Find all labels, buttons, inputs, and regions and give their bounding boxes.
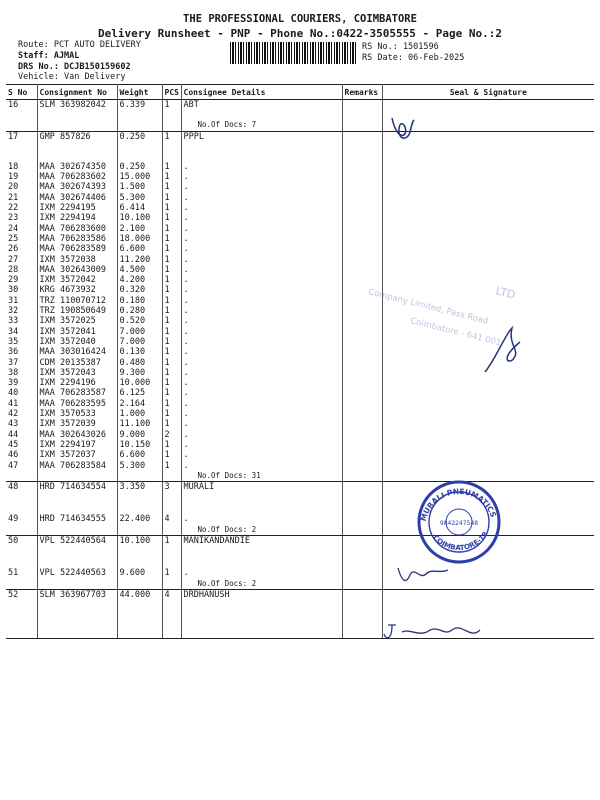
consignee-cell: . <box>181 378 342 388</box>
weight-cell: 5.300 <box>117 193 162 203</box>
consignee-cell: . <box>181 430 342 440</box>
consignment-cell: IXM 2294197 <box>37 440 117 450</box>
consignee-cell: . <box>181 347 342 357</box>
weight-cell: 2.164 <box>117 399 162 409</box>
consignment-cell: GMP 857826 <box>37 131 117 142</box>
consignment-cell: MAA 302674406 <box>37 193 117 203</box>
consignee-cell: . <box>181 285 342 295</box>
consignment-cell: MAA 706283600 <box>37 224 117 234</box>
consignment-cell: MAA 302674393 <box>37 182 117 192</box>
consignment-cell: IXM 2294195 <box>37 203 117 213</box>
col-weight: Weight <box>117 85 162 100</box>
sno-cell: 41 <box>6 399 37 409</box>
consignee-cell: MANIKANDANDIE <box>181 535 342 546</box>
sno-cell: 49 <box>6 514 37 524</box>
consignment-cell: CDM 20135387 <box>37 358 117 368</box>
col-signature: Seal & Signature <box>382 85 594 100</box>
pcs-cell: 2 <box>162 430 181 440</box>
consignee-cell: . <box>181 193 342 203</box>
signature-row50-icon <box>398 568 448 580</box>
sno-cell: 17 <box>6 131 37 142</box>
consignee-cell: . <box>181 419 342 429</box>
consignee-cell: . <box>181 203 342 213</box>
pcs-cell: 1 <box>162 568 181 578</box>
consignee-cell: . <box>181 440 342 450</box>
pcs-cell: 1 <box>162 296 181 306</box>
pcs-cell: 1 <box>162 316 181 326</box>
consignment-cell: SLM 363967703 <box>37 589 117 600</box>
weight-cell: 15.000 <box>117 172 162 182</box>
consignment-cell: MAA 706283587 <box>37 388 117 398</box>
consignee-cell: . <box>181 514 342 524</box>
pcs-cell: 1 <box>162 275 181 285</box>
consignment-cell: MAA 302643009 <box>37 265 117 275</box>
weight-cell: 7.000 <box>117 327 162 337</box>
sno-cell: 40 <box>6 388 37 398</box>
sno-cell: 25 <box>6 234 37 244</box>
sno-cell: 33 <box>6 316 37 326</box>
weight-cell: 6.600 <box>117 244 162 254</box>
route-text: Route: PCT AUTO DELIVERY <box>18 40 141 50</box>
consignment-cell: IXM 2294194 <box>37 213 117 223</box>
staff-text: Staff: AJMAL <box>18 51 80 61</box>
sno-cell: 42 <box>6 409 37 419</box>
consignment-cell: IXM 3572025 <box>37 316 117 326</box>
sno-cell: 46 <box>6 450 37 460</box>
sno-cell: 30 <box>6 285 37 295</box>
pcs-cell: 1 <box>162 399 181 409</box>
pcs-cell: 1 <box>162 347 181 357</box>
sno-cell: 24 <box>6 224 37 234</box>
pcs-cell: 1 <box>162 461 181 471</box>
consignment-cell: MAA 302674350 <box>37 162 117 172</box>
consignee-cell: . <box>181 568 342 578</box>
consignee-cell: . <box>181 234 342 244</box>
consignee-cell: . <box>181 450 342 460</box>
sno-cell: 22 <box>6 203 37 213</box>
weight-cell: 10.100 <box>117 535 162 546</box>
sno-cell: 23 <box>6 213 37 223</box>
weight-cell: 1.500 <box>117 182 162 192</box>
pcs-cell: 1 <box>162 255 181 265</box>
seal-text-phone: 9842247548 <box>439 520 479 527</box>
consignment-cell: IXM 3572042 <box>37 275 117 285</box>
weight-cell: 44.000 <box>117 589 162 600</box>
sno-cell: 52 <box>6 589 37 600</box>
weight-cell: 4.200 <box>117 275 162 285</box>
weight-cell: 0.130 <box>117 347 162 357</box>
sno-cell: 18 <box>6 162 37 172</box>
sno-cell: 51 <box>6 568 37 578</box>
pcs-cell: 1 <box>162 234 181 244</box>
pcs-cell: 1 <box>162 327 181 337</box>
consignment-cell: VPL 522440563 <box>37 568 117 578</box>
weight-cell: 7.000 <box>117 337 162 347</box>
weight-cell: 18.000 <box>117 234 162 244</box>
signature-row52-icon <box>384 625 480 638</box>
col-consignment: Consignment No <box>37 85 117 100</box>
weight-cell: 9.300 <box>117 368 162 378</box>
consignee-cell: . <box>181 316 342 326</box>
company-title: THE PROFESSIONAL COURIERS, COIMBATORE <box>183 13 417 25</box>
weight-cell: 2.100 <box>117 224 162 234</box>
col-pcs: PCS <box>162 85 181 100</box>
pcs-cell: 1 <box>162 203 181 213</box>
weight-cell: 0.520 <box>117 316 162 326</box>
consignee-cell: MURALI <box>181 482 342 493</box>
sno-cell: 26 <box>6 244 37 254</box>
consignee-cell: PPPL <box>181 131 342 142</box>
sno-cell: 29 <box>6 275 37 285</box>
pcs-cell: 1 <box>162 388 181 398</box>
pcs-cell: 1 <box>162 378 181 388</box>
consignee-cell: . <box>181 461 342 471</box>
sno-cell: 39 <box>6 378 37 388</box>
sno-cell: 34 <box>6 327 37 337</box>
consignee-cell: DRDHANUSH <box>181 589 342 600</box>
col-remarks: Remarks <box>342 85 382 100</box>
consignment-cell: MAA 706283602 <box>37 172 117 182</box>
pcs-cell: 1 <box>162 368 181 378</box>
weight-cell: 6.414 <box>117 203 162 213</box>
pcs-cell: 3 <box>162 482 181 493</box>
docs-count: No.Of Docs: 7 <box>181 120 342 131</box>
consignee-cell: . <box>181 244 342 254</box>
sno-cell: 28 <box>6 265 37 275</box>
weight-cell: 11.200 <box>117 255 162 265</box>
weight-cell: 10.150 <box>117 440 162 450</box>
consignee-cell: ABT <box>181 100 342 111</box>
consignment-cell: MAA 706283586 <box>37 234 117 244</box>
pcs-cell: 1 <box>162 162 181 172</box>
weight-cell: 0.250 <box>117 131 162 142</box>
consignment-cell: TRZ 190850649 <box>37 306 117 316</box>
consignment-cell: HRD 714634555 <box>37 514 117 524</box>
pcs-cell: 1 <box>162 224 181 234</box>
consignment-cell: MAA 706283595 <box>37 399 117 409</box>
consignee-cell: . <box>181 162 342 172</box>
pcs-cell: 1 <box>162 193 181 203</box>
pcs-cell: 1 <box>162 419 181 429</box>
pcs-cell: 1 <box>162 337 181 347</box>
sno-cell: 32 <box>6 306 37 316</box>
weight-cell: 0.480 <box>117 358 162 368</box>
pcs-cell: 4 <box>162 589 181 600</box>
consignment-cell: IXM 3572037 <box>37 450 117 460</box>
pcs-cell: 1 <box>162 182 181 192</box>
pcs-cell: 4 <box>162 514 181 524</box>
sno-cell: 31 <box>6 296 37 306</box>
sno-cell: 21 <box>6 193 37 203</box>
seal-text-top: MURALI PNEUMATICS <box>418 486 499 523</box>
consignment-cell: MAA 706283589 <box>37 244 117 254</box>
sno-cell: 20 <box>6 182 37 192</box>
sno-cell: 47 <box>6 461 37 471</box>
pcs-cell: 1 <box>162 535 181 546</box>
sno-cell: 35 <box>6 337 37 347</box>
pcs-cell: 1 <box>162 172 181 182</box>
consignment-cell: IXM 3572039 <box>37 419 117 429</box>
consignee-cell: . <box>181 255 342 265</box>
consignment-cell: IXM 2294196 <box>37 378 117 388</box>
consignment-cell: IXM 3572038 <box>37 255 117 265</box>
rs-no-text: RS No.: 1501596 <box>362 42 439 52</box>
weight-cell: 6.339 <box>117 100 162 111</box>
consignee-cell: . <box>181 213 342 223</box>
sno-cell: 38 <box>6 368 37 378</box>
weight-cell: 3.350 <box>117 482 162 493</box>
docs-count: No.Of Docs: 31 <box>181 471 342 482</box>
pcs-cell: 1 <box>162 213 181 223</box>
pcs-cell: 1 <box>162 409 181 419</box>
pcs-cell: 1 <box>162 244 181 254</box>
consignment-cell: IXM 3572043 <box>37 368 117 378</box>
sno-cell: 27 <box>6 255 37 265</box>
consignment-cell: KRG 4673932 <box>37 285 117 295</box>
stamp-text-1: Company Limited, Pass Road <box>367 287 490 327</box>
pcs-cell: 1 <box>162 265 181 275</box>
pcs-cell: 1 <box>162 285 181 295</box>
sno-cell: 44 <box>6 430 37 440</box>
col-sno: S No <box>6 85 37 100</box>
consignee-cell: . <box>181 327 342 337</box>
consignee-cell: . <box>181 409 342 419</box>
weight-cell: 22.400 <box>117 514 162 524</box>
stamp-text-ltd: LTD <box>494 284 517 302</box>
weight-cell: 10.100 <box>117 213 162 223</box>
weight-cell: 10.000 <box>117 378 162 388</box>
weight-cell: 6.125 <box>117 388 162 398</box>
weight-cell: 5.300 <box>117 461 162 471</box>
consignment-cell: MAA 302643026 <box>37 430 117 440</box>
vehicle-text: Vehicle: Van Delivery <box>18 72 126 82</box>
drs-text: DRS No.: DCJB150159602 <box>18 62 131 72</box>
round-seal-icon <box>419 482 499 562</box>
consignee-cell: . <box>181 306 342 316</box>
weight-cell: 9.000 <box>117 430 162 440</box>
signature-icon <box>392 118 414 138</box>
consignment-cell: IXM 3572041 <box>37 327 117 337</box>
rs-date-text: RS Date: 06-Feb-2025 <box>362 53 465 63</box>
flourish-signature-icon <box>485 328 520 372</box>
consignment-cell: HRD 714634554 <box>37 482 117 493</box>
consignee-cell: . <box>181 182 342 192</box>
sno-cell: 43 <box>6 419 37 429</box>
consignee-cell: . <box>181 358 342 368</box>
consignment-cell: IXM 3572040 <box>37 337 117 347</box>
pcs-cell: 1 <box>162 450 181 460</box>
docs-count: No.Of Docs: 2 <box>181 525 342 536</box>
weight-cell: 4.500 <box>117 265 162 275</box>
pcs-cell: 1 <box>162 100 181 111</box>
stamp-text-2: Coimbatore - 641 001 <box>409 316 503 349</box>
seal-text-bottom: COIMBATORE-18 <box>431 530 490 553</box>
weight-cell: 11.100 <box>117 419 162 429</box>
sno-cell: 16 <box>6 100 37 111</box>
col-consignee: Consignee Details <box>181 85 342 100</box>
consignee-cell: . <box>181 172 342 182</box>
consignee-cell: . <box>181 388 342 398</box>
consignee-cell: . <box>181 399 342 409</box>
weight-cell: 0.250 <box>117 162 162 172</box>
consignee-cell: . <box>181 296 342 306</box>
sno-cell: 48 <box>6 482 37 493</box>
weight-cell: 1.000 <box>117 409 162 419</box>
pcs-cell: 1 <box>162 306 181 316</box>
consignment-cell: VPL 522440564 <box>37 535 117 546</box>
consignment-cell: TRZ 110070712 <box>37 296 117 306</box>
consignee-cell: . <box>181 368 342 378</box>
weight-cell: 0.320 <box>117 285 162 295</box>
sno-cell: 50 <box>6 535 37 546</box>
sno-cell: 36 <box>6 347 37 357</box>
consignment-cell: MAA 303016424 <box>37 347 117 357</box>
consignee-cell: . <box>181 265 342 275</box>
consignee-cell: . <box>181 275 342 285</box>
sno-cell: 19 <box>6 172 37 182</box>
weight-cell: 0.280 <box>117 306 162 316</box>
svg-text:COIMBATORE-18 <box>431 530 489 552</box>
weight-cell: 6.600 <box>117 450 162 460</box>
pcs-cell: 1 <box>162 358 181 368</box>
consignment-cell: IXM 3570533 <box>37 409 117 419</box>
sno-cell: 37 <box>6 358 37 368</box>
pcs-cell: 1 <box>162 440 181 450</box>
consignee-cell: . <box>181 224 342 234</box>
weight-cell: 0.180 <box>117 296 162 306</box>
consignee-cell: . <box>181 337 342 347</box>
docs-count: No.Of Docs: 2 <box>181 579 342 590</box>
consignment-cell: MAA 706283584 <box>37 461 117 471</box>
sno-cell: 45 <box>6 440 37 450</box>
consignment-cell: SLM 363982042 <box>37 100 117 111</box>
company-stamp <box>367 284 516 348</box>
pcs-cell: 1 <box>162 131 181 142</box>
weight-cell: 9.600 <box>117 568 162 578</box>
runsheet-subtitle: Delivery Runsheet - PNP - Phone No.:0422-3505555 - Page No.:2 <box>98 27 502 40</box>
